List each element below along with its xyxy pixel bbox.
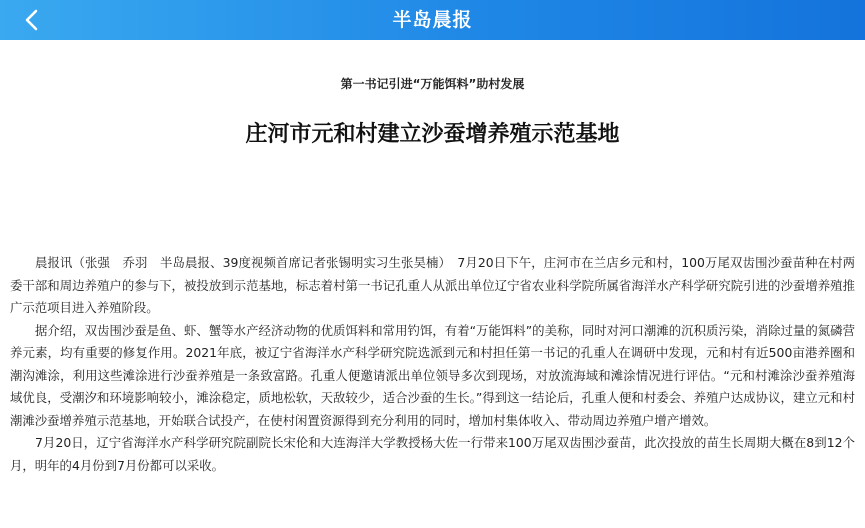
article-paragraph: 晨报讯（张强 乔羽 半岛晨报、39度视频首席记者张锡明实习生张昊楠） 7月20日下午，庄河市在兰店乡元和村，100万尾双齿围沙蚕苗种在村两委干部和周边养殖户的参与下，被投放到示范基地，标志着村第一书记孔重人从派出单位辽宁省农业科学院所属省海洋水产科学研究院引进的沙蚕增养殖推广示范项目进入养殖阶段。 xyxy=(10,255,855,315)
site-logo: 半岛晨报 xyxy=(392,9,473,31)
article-title: 庄河市元和村建立沙蚕增养殖示范基地 xyxy=(245,122,620,147)
article-paragraph: 7月20日，辽宁省海洋水产科学研究院副院长宋伦和大连海洋大学教授杨大佐一行带来100万尾双齿围沙蚕苗，此次投放的苗生长周期大概在8到12个月，明年的4月份到7月份都可以采收。 xyxy=(10,435,855,473)
top-bar xyxy=(0,0,865,40)
article-paragraph: 据介绍，双齿围沙蚕是鱼、虾、蟹等水产经济动物的优质饵料和常用钓饵，有着“万能饵料”的美称，同时对河口潮滩的沉积质污染，消除过量的氮磷营养元素，均有重要的修复作用。2021年底，被辽宁省海洋水产科学研究院选派到元和村担任第一书记的孔重人在调研中发现，元和村有近500亩港养圈和潮沟滩涂，利用这些滩涂进行沙蚕养殖是一条致富路。孔重人便邀请派出单位领导多次到现场，对放流海域和滩涂情况进行评估。“元和村滩涂沙蚕养殖海域优良，受潮汐和环境影响较小，滩涂稳定，质地松软，天敌较少，适合沙蚕的生长。”得到这一结论后，孔重人便和村委会、养殖户达成协议，建立元和村潮滩沙蚕增养殖示范基地，开始联合试投产，在使村闲置资源得到充分利用的同时，增加村集体收入、带动周边养殖户增产增效。 xyxy=(10,322,855,428)
article-body xyxy=(10,252,855,477)
article-kicker: 第一书记引进“万能饵料”助村发展 xyxy=(340,77,525,91)
